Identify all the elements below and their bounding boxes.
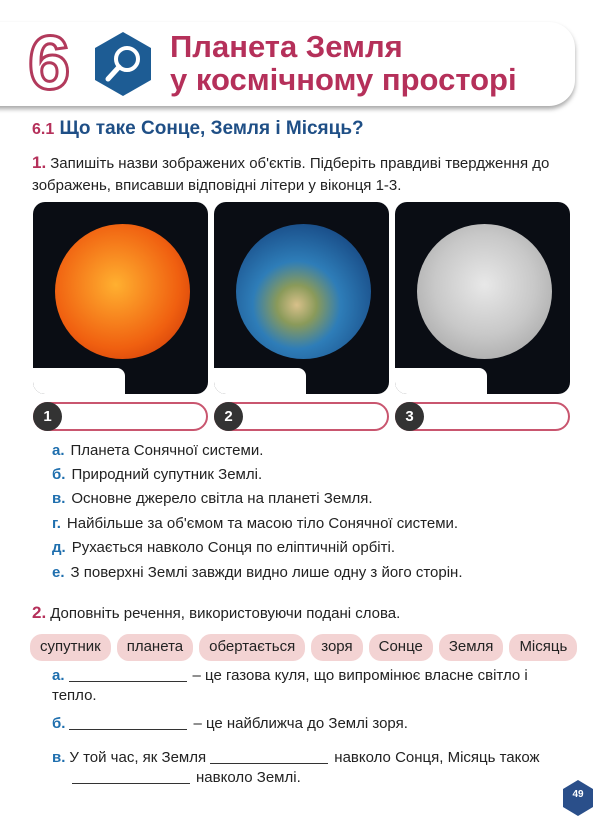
task-2 [32,602,572,625]
word-chip: обертається [199,634,305,661]
sentence-a [52,666,562,706]
sentence-text: – це найближча до Землі зоря. [193,715,408,732]
moon-image [395,202,570,394]
statement [52,489,373,509]
task-text: Доповніть речення, використовуючи подані слова. [50,605,401,622]
statement-text: Основне джерело світла на планеті Земля. [71,490,373,507]
sentence-text: навколо Землі. [196,769,301,786]
sentence-letter: б. [52,715,66,732]
task-text: Запишіть назви зображених об'єктів. Підберіть правдиві твердження до зображень, вписавши відповідні літери у віконця 1-3. [32,155,550,194]
answer-number: 3 [395,402,424,431]
statement-letter: е. [52,564,65,581]
sentence-text: У той час, як Земля [69,749,207,766]
statement-letter: а. [52,442,65,459]
statement-letter: в. [52,490,66,507]
statement-text: Природний супутник Землі. [71,466,263,483]
task-number: 1. [32,153,47,172]
statement-letter: б. [52,466,66,483]
sun-image [33,202,208,394]
page-number: 49 [572,789,584,800]
task-1 [32,152,572,197]
answer-box-1[interactable] [33,402,208,431]
section-number: 6.1 [32,121,55,138]
word-chip: Земля [439,634,504,661]
answer-number: 2 [214,402,243,431]
blank-field[interactable] [69,681,187,682]
magnifier-icon [93,32,153,96]
statement [52,563,463,583]
sentence-c [52,748,562,788]
chapter-title [170,30,517,96]
word-bank [30,634,577,661]
sentence-b [52,714,562,734]
task-number: 2. [32,603,47,622]
answer-box-3[interactable] [395,402,570,431]
statement-letter: д. [52,539,66,556]
statement-text: З поверхні Землі завжди видно лише одну з його сторін. [70,564,463,581]
statement-letter: г. [52,515,61,532]
name-field[interactable] [214,368,306,394]
blank-field[interactable] [210,763,328,764]
word-chip: планета [117,634,193,661]
word-chip: Місяць [509,634,577,661]
word-chip: зоря [311,634,362,661]
statement [52,538,395,558]
answer-number: 1 [33,402,62,431]
answer-box-2[interactable] [214,402,389,431]
name-field[interactable] [33,368,125,394]
statement [52,465,262,485]
title-line-1: Планета Земля [170,29,403,64]
statement [52,514,458,534]
sentence-text: – це газова куля, що випромінює власне світло і тепло. [52,667,528,704]
statement [52,441,263,461]
earth-image [214,202,389,394]
word-chip: Сонце [369,634,433,661]
section-title-text: Що таке Сонце, Земля і Місяць? [59,118,364,139]
word-chip: супутник [30,634,111,661]
blank-field[interactable] [69,729,187,730]
sentence-text: навколо Сонця, Місяць також [334,749,540,766]
sentence-letter: в. [52,749,66,766]
name-field[interactable] [395,368,487,394]
statement-text: Рухається навколо Сонця по еліптичній орбіті. [71,539,396,556]
title-line-2: у космічному просторі [170,62,517,97]
statement-text: Найбільше за об'ємом та масою тіло Сонячної системи. [66,515,459,532]
sentence-letter: а. [52,667,65,684]
chapter-number: 6 [28,21,71,106]
section-title [32,118,364,140]
blank-field[interactable] [72,783,190,784]
statement-text: Планета Сонячної системи. [70,442,264,459]
